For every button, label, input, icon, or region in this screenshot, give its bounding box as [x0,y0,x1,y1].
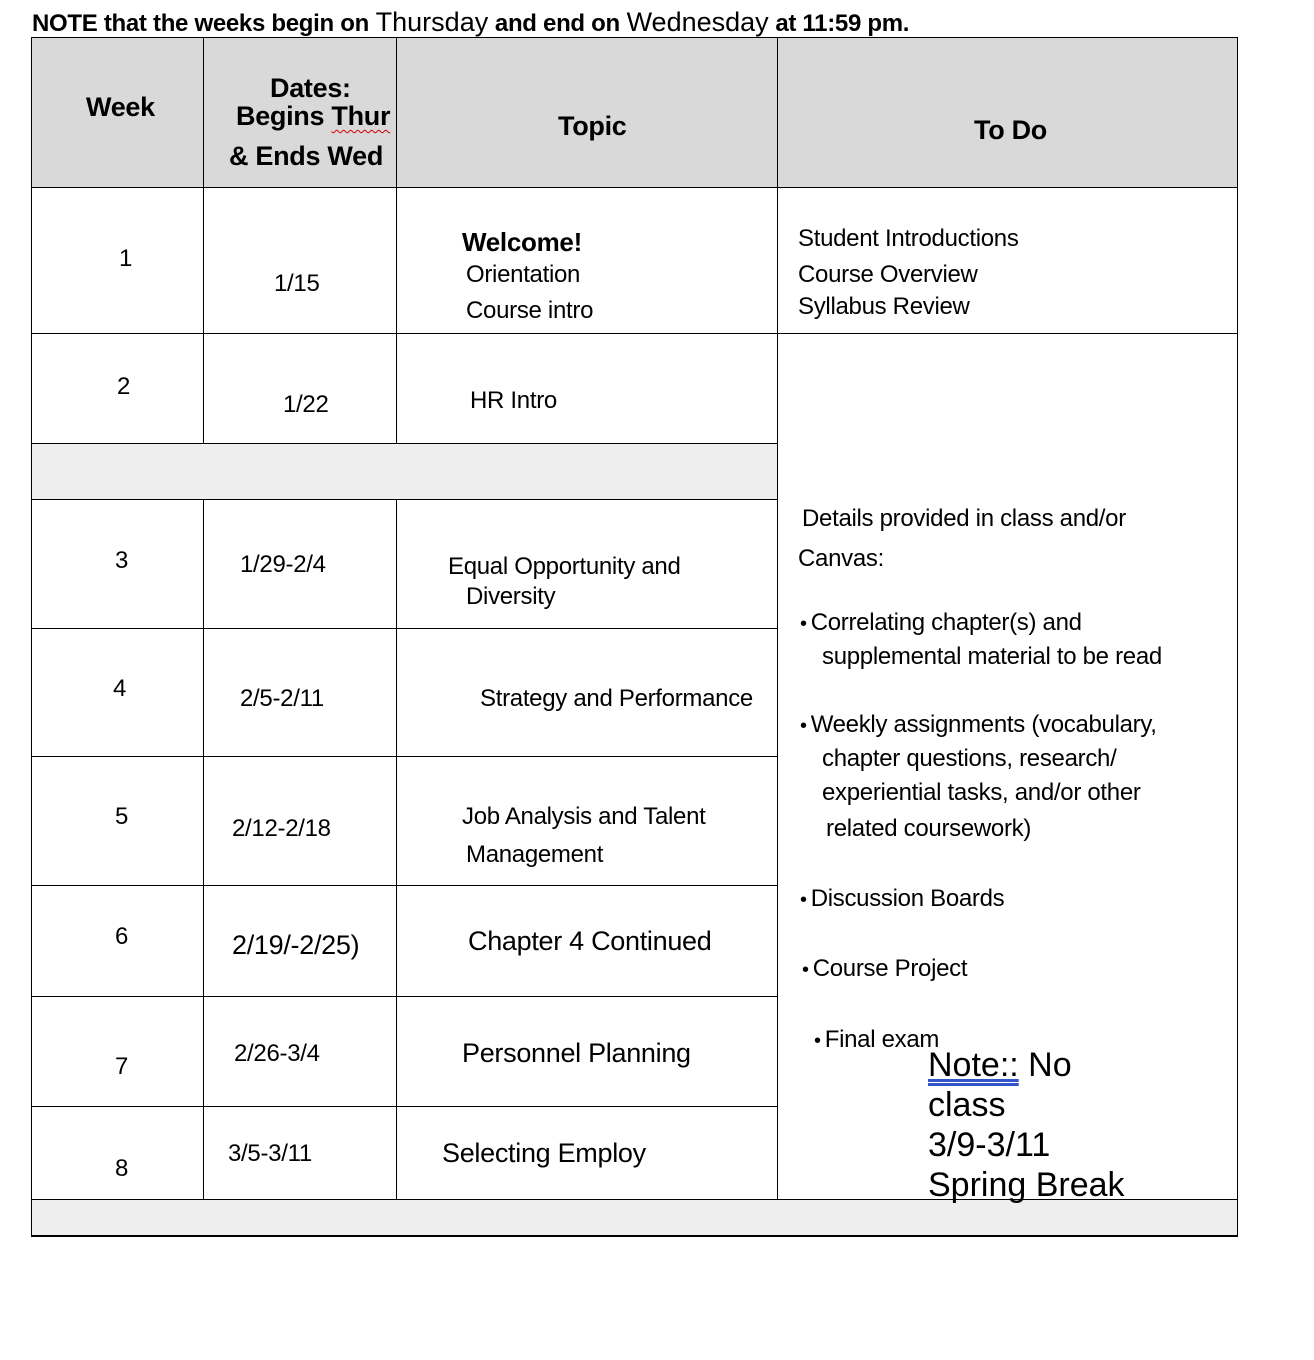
week-number: 7 [115,1053,129,1080]
topic-line: Course intro [466,297,594,324]
todo-bullet-continued: experiential tasks, and/or other [822,779,1141,806]
topic-line: Personnel Planning [462,1038,691,1068]
header-dates-begins: Begins [236,101,325,131]
week-date: 1/15 [274,270,320,297]
spring-break-label: Note:: [928,1046,1019,1084]
todo-bullet: • Weekly assignments (vocabulary, [800,711,1157,739]
header-dates-line2 [236,101,390,132]
topic-welcome: Welcome! [462,227,582,257]
header-dates-line1: Dates: [270,73,351,103]
header-row-background [31,37,1237,187]
topic-line: Management [466,841,604,868]
week-date: 2/19/-2/25) [232,930,360,960]
topic-line: Selecting Employ [442,1138,646,1168]
note-text-3: and end on [494,10,620,37]
note-text-2: Thursday [375,7,489,37]
note-text-1: NOTE that the weeks begin on [32,10,369,37]
todo-item: Syllabus Review [798,293,970,320]
blank-row-band [31,443,777,499]
week-number: 1 [119,245,133,272]
header-week: Week [86,92,155,122]
spring-break-note: Note:: No class 3/9-3/11 Spring Break [928,1046,1125,1204]
week-date: 1/29-2/4 [240,551,326,578]
week-number: 6 [115,923,129,950]
week-date: 3/5-3/11 [228,1140,312,1167]
todo-bullet-continued: related coursework) [826,815,1032,842]
topic-line: HR Intro [470,387,557,414]
topic-line: Orientation [466,261,581,288]
week-number: 4 [113,675,127,702]
topic-line: Chapter 4 Continued [468,926,712,956]
note-text-4: Wednesday [626,7,769,37]
todo-bullet-continued: chapter questions, research/ [822,745,1117,772]
topic-line: Strategy and Performance [480,685,753,712]
todo-bullet: • Course Project [802,955,967,983]
header-dates-line3: & Ends Wed [229,141,384,171]
week-date: 2/5-2/11 [240,685,324,712]
topic-line: Diversity [466,583,556,610]
todo-bullet-continued: supplemental material to be read [822,643,1162,670]
week-number: 2 [117,373,131,400]
week-date: 1/22 [283,391,329,418]
todo-bullet: • Final exam [814,1026,939,1054]
todo-bullet: • Discussion Boards [800,885,1004,913]
todo-details-intro: Canvas: [798,545,884,572]
header-todo: To Do [974,115,1047,145]
week-date: 2/26-3/4 [234,1040,320,1067]
week-number: 5 [115,803,129,830]
todo-details-intro: Details provided in class and/or [802,505,1126,532]
todo-bullet: • Correlating chapter(s) and [800,609,1082,637]
todo-item: Student Introductions [798,225,1019,252]
week-number: 8 [115,1155,129,1182]
header-topic: Topic [558,111,627,141]
topic-line: Equal Opportunity and [448,553,681,580]
week-date: 2/12-2/18 [232,815,331,842]
topic-line: Job Analysis and Talent [462,803,706,830]
header-dates-thur: Thur [331,101,391,131]
week-number: 3 [115,547,129,574]
todo-item: Course Overview [798,261,978,288]
note-text-5: at 11:59 pm. [775,10,910,37]
